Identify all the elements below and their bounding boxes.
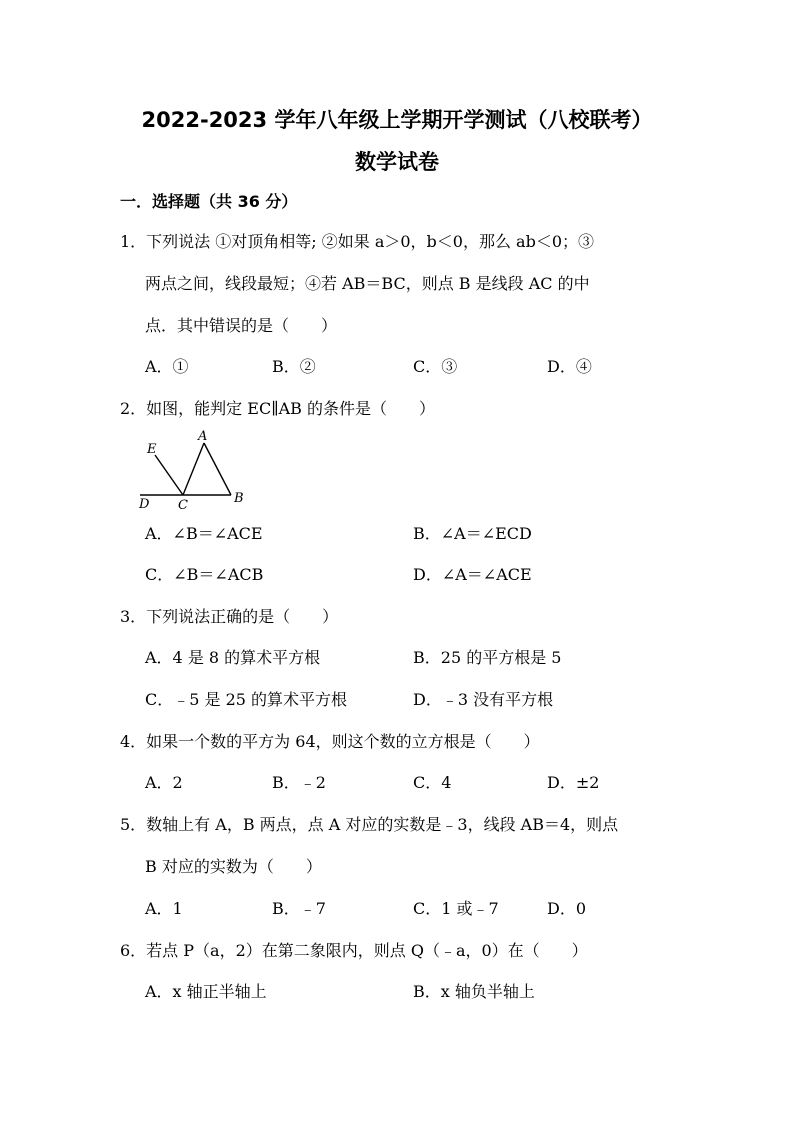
q6-option-a: A．x 轴正半轴上 — [145, 982, 267, 1001]
segment-ca — [183, 443, 204, 495]
q3-option-c: C．﹣5 是 25 的算术平方根 — [145, 690, 348, 709]
label-a: A — [198, 429, 208, 444]
label-b: B — [234, 491, 244, 506]
q1-option-b: B．② — [272, 357, 316, 376]
q3-line1: 3．下列说法正确的是（ ） — [120, 607, 339, 626]
q4-line1: 4．如果一个数的平方为 64，则这个数的立方根是（ ） — [120, 732, 540, 751]
exam-subtitle: 数学试卷 — [355, 150, 439, 174]
q3-option-b: B．25 的平方根是 5 — [413, 648, 562, 667]
q4-option-a: A．2 — [145, 773, 183, 792]
q5-line1: 5．数轴上有 A，B 两点，点 A 对应的实数是﹣3，线段 AB＝4，则点 — [120, 815, 619, 834]
q6-line1: 6．若点 P（a，2）在第二象限内，则点 Q（﹣a，0）在（ ） — [120, 941, 588, 960]
exam-title: 2022-2023 学年八年级上学期开学测试（八校联考） — [141, 108, 653, 132]
q2-geometry-figure — [135, 425, 255, 515]
q3-option-d: D．﹣3 没有平方根 — [413, 690, 554, 709]
q1-option-a: A．① — [145, 357, 189, 376]
segment-ec — [155, 455, 183, 495]
q4-option-d: D．±2 — [547, 773, 600, 792]
q5-option-a: A．1 — [145, 899, 183, 918]
q5-line2: B 对应的实数为（ ） — [145, 857, 322, 876]
section-heading: 一．选择题（共 36 分） — [120, 192, 298, 211]
q3-option-a: A．4 是 8 的算术平方根 — [145, 648, 321, 667]
q1-line3: 点．其中错误的是（ ） — [145, 316, 338, 335]
segment-ab — [204, 443, 231, 495]
label-c: C — [178, 498, 188, 513]
q5-option-c: C．1 或﹣7 — [413, 899, 499, 918]
q1-option-c: C．③ — [413, 357, 458, 376]
q4-option-c: C．4 — [413, 773, 452, 792]
label-e: E — [147, 442, 157, 457]
q5-option-d: D．0 — [547, 899, 587, 918]
q2-option-d: D．∠A＝∠ACE — [413, 565, 532, 584]
q2-line1: 2．如图，能判定 EC∥AB 的条件是（ ） — [120, 399, 435, 418]
q4-option-b: B．﹣2 — [272, 773, 326, 792]
q6-option-b: B．x 轴负半轴上 — [413, 982, 535, 1001]
q2-option-b: B．∠A＝∠ECD — [413, 524, 532, 543]
q5-option-b: B．﹣7 — [272, 899, 326, 918]
q1-option-d: D．④ — [547, 357, 592, 376]
q1-line1: 1．下列说法 ①对顶角相等; ②如果 a＞0，b＜0，那么 ab＜0；③ — [120, 232, 595, 251]
label-d: D — [139, 497, 150, 512]
q1-line2: 两点之间，线段最短；④若 AB＝BC，则点 B 是线段 AC 的中 — [145, 274, 590, 293]
q2-option-c: C．∠B＝∠ACB — [145, 565, 264, 584]
q2-option-a: A．∠B＝∠ACE — [145, 524, 263, 543]
